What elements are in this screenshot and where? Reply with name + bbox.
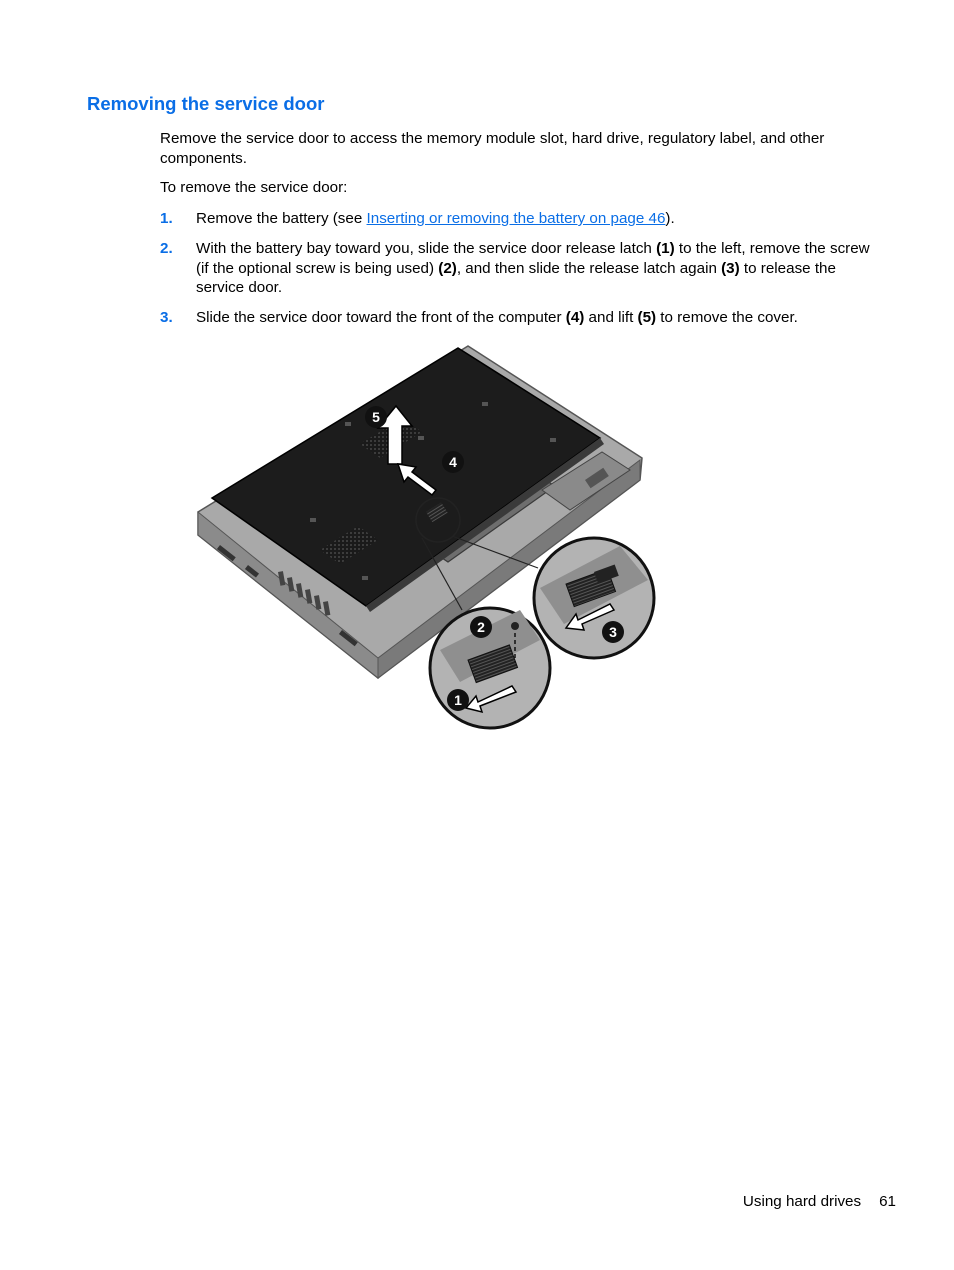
page-footer [743,1192,896,1212]
intro-paragraph: Remove the service door to access the memory module slot, hard drive, regulatory label, and other components. [160,130,825,167]
step-1-text: Remove the battery (see Inserting or removing the battery on page 46). [196,210,675,227]
svg-text:4: 4 [449,454,457,470]
callout-2 [470,616,492,638]
footer-chapter: Using hard drives [742,1193,862,1210]
svg-text:5: 5 [372,409,380,425]
svg-text:3: 3 [609,624,617,640]
step-2 [160,239,875,298]
footer-page-number: 61 [879,1193,896,1210]
callout-5 [365,406,387,428]
step-2-text: With the battery bay toward you, slide the service door release latch (1) to the left, remove the screw (if the optional screw is being used) (2), and then slide the release latch again (3) to release the service door. [196,240,870,296]
step-1-number: 1. [160,210,173,227]
section-title: Removing the service door [87,93,325,114]
callout-4 [442,451,464,473]
battery-page-link[interactable]: Inserting or removing the battery on page 46 [366,210,666,227]
svg-text:2: 2 [477,619,485,635]
svg-text:1: 1 [454,692,462,708]
callout-3 [602,621,624,643]
callout-1 [447,689,469,711]
step-3 [160,308,875,328]
step-3-number: 3. [160,309,173,326]
detail-circle-latch-3 [534,538,654,658]
step-1 [160,209,875,229]
service-door-illustration [190,340,660,735]
lead-paragraph: To remove the service door: [160,179,348,196]
step-3-text: Slide the service door toward the front of the computer (4) and lift (5) to remove the cover. [196,309,798,326]
step-2-number: 2. [160,240,173,257]
